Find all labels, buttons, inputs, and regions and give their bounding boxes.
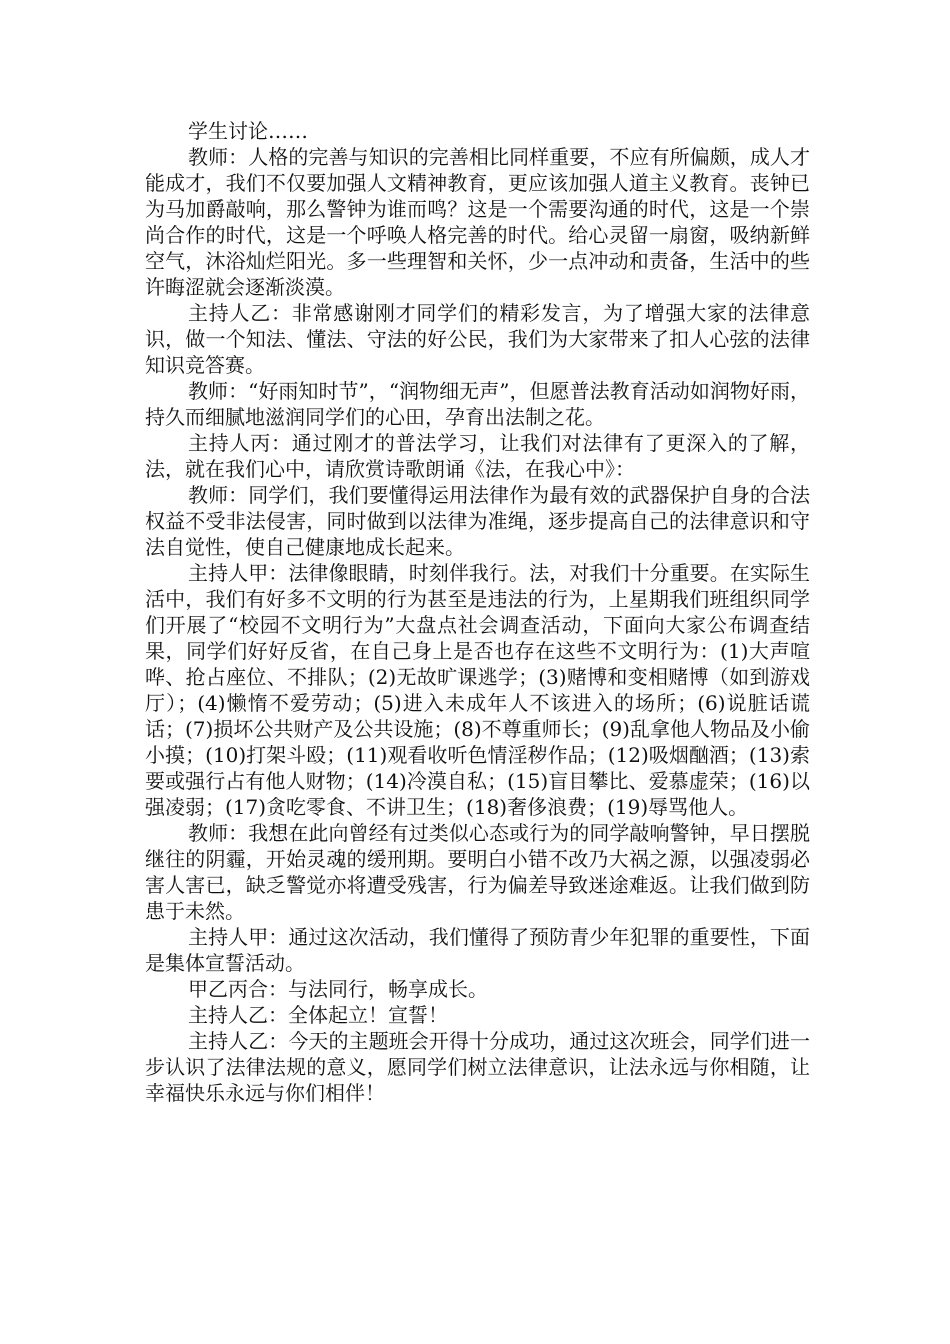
document-body xyxy=(145,118,810,1106)
paragraph-host-a-oath: 主持人甲：通过这次活动，我们懂得了预防青少年犯罪的重要性，下面是集体宣誓活动。 xyxy=(145,925,810,975)
paragraph-chorus: 甲乙丙合：与法同行，畅享成长。 xyxy=(188,977,488,1001)
paragraph-teacher-remarks-2: 教师：“好雨知时节”，“润物细无声”，但愿普法教育活动如润物好雨，持久而细腻地滋润同学们的心田，孕育出法制之花。 xyxy=(145,379,810,429)
paragraph-teacher-remarks-1: 教师：人格的完善与知识的完善相比同样重要，不应有所偏颇，成人才能成才，我们不仅要加强人文精神教育，更应该加强人道主义教育。丧钟已为马加爵敲响，那么警钟为谁而鸣？这是一个需要沟通的时代，这是一个崇尚合作的时代，这是一个呼唤人格完善的时代。给心灵留一扇窗，吸纳新鲜空气，沐浴灿烂阳光。多一些理智和关怀，少一点冲动和责备，生活中的些许晦涩就会逐渐淡漠。 xyxy=(145,145,810,299)
paragraph-host-b-intro: 主持人乙：非常感谢刚才同学们的精彩发言，为了增强大家的法律意识，做一个知法、懂法、守法的好公民，我们为大家带来了扣人心弦的法律知识竞答赛。 xyxy=(145,301,810,377)
paragraph-host-b-stand: 主持人乙：全体起立！宣誓！ xyxy=(188,1003,448,1027)
paragraph-teacher-remarks-3: 教师：同学们，我们要懂得运用法律作为最有效的武器保护自身的合法权益不受非法侵害，同时做到以法律为准绳，逐步提高自己的法律意识和守法自觉性，使自己健康地成长起来。 xyxy=(145,483,810,559)
paragraph-host-c-poem: 主持人丙：通过刚才的普法学习，让我们对法律有了更深入的了解，法，就在我们心中，请欣赏诗歌朗诵《法，在我心中》： xyxy=(145,431,810,481)
paragraph-host-a-survey: 主持人甲：法律像眼睛，时刻伴我行。法，对我们十分重要。在实际生活中，我们有好多不文明的行为甚至是违法的行为，上星期我们班组织同学们开展了“校园不文明行为”大盘点社会调查活动，下面向大家公布调查结果，同学们好好反省，在自己身上是否也存在这些不文明行为：(1)大声喧哗、抢占座位、不排队；(2)无故旷课逃学；(3)赌博和变相赌博（如到游戏厅）；(4)懒惰不爱劳动；(5)进入未成年人不该进入的场所；(6)说脏话谎话；(7)损坏公共财产及公共设施；(8)不尊重师长；(9)乱拿他人物品及小偷小摸；(10)打架斗殴；(11)观看收听色情淫秽作品；(12)吸烟酗酒；(13)索要或强行占有他人财物；(14)冷漠自私；(15)盲目攀比、爱慕虚荣；(16)以强凌弱；(17)贪吃零食、不讲卫生；(18)奢侈浪费；(19)辱骂他人。 xyxy=(145,561,810,819)
paragraph-student-discussion: 学生讨论…… xyxy=(188,119,308,143)
paragraph-host-b-closing: 主持人乙：今天的主题班会开得十分成功，通过这次班会，同学们进一步认识了法律法规的意义，愿同学们树立法律意识，让法永远与你相随，让幸福快乐永远与你们相伴！ xyxy=(145,1029,810,1105)
paragraph-teacher-remarks-4: 教师：我想在此向曾经有过类似心态或行为的同学敲响警钟，早日摆脱继往的阴霾，开始灵魂的缓刑期。要明白小错不改乃大祸之源，以强凌弱必害人害已，缺乏警觉亦将遭受残害，行为偏差导致迷途难返。让我们做到防患于未然。 xyxy=(145,821,810,923)
